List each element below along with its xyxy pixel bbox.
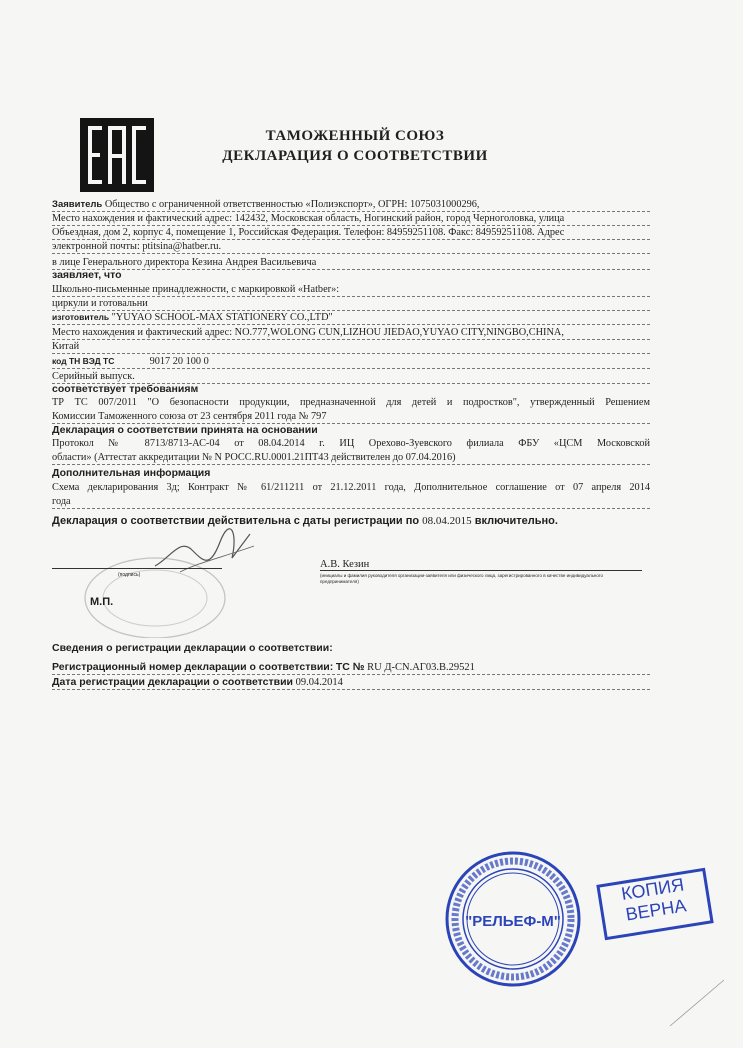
header-union: ТАМОЖЕННЫЙ СОЮЗ bbox=[265, 128, 445, 144]
copy-certified-stamp bbox=[590, 870, 722, 936]
manufacturer-address-2: Китай bbox=[52, 340, 650, 354]
applicant-line bbox=[52, 198, 650, 212]
copy-stamp-line-2: ВЕРНА bbox=[624, 895, 688, 925]
signature-line-left bbox=[52, 568, 222, 569]
hs-code-value: 9017 20 100 0 bbox=[149, 356, 209, 367]
applicant-representative: в лице Генерального директора Кезина Андрея Васильевича bbox=[52, 256, 650, 270]
additional-label: Дополнительная информация bbox=[52, 467, 211, 479]
signature-line-right bbox=[320, 570, 642, 571]
validity-statement bbox=[52, 515, 672, 527]
scan-mark bbox=[668, 978, 728, 1028]
basis-line-1: Протокол № 8713/8713-АС-04 от 08.04.2014 г. ИЦ Орехово-Зуевского филиала ФБУ «ЦСМ Московской bbox=[52, 438, 650, 449]
manufacturer-label: изготовитель bbox=[52, 312, 110, 322]
signature-caption-right: (инициалы и фамилия руководителя организации-заявителя или физического лица, зарегистрированного в качестве индивидуального предпринимателя) bbox=[320, 573, 603, 584]
registration-date-line bbox=[52, 676, 650, 690]
manufacturer-address-1: Место нахождения и фактический адрес: NO.777,WOLONG CUN,LIZHOU JIEDAO,YUYAO CITY,NINGBO,CHINA, bbox=[52, 326, 650, 340]
registration-number-value: RU Д-CN.АГ03.В.29521 bbox=[367, 662, 475, 673]
applicant-address-1: Место нахождения и фактический адрес: 142432, Московская область, Ногинский район, город Черноголовка, улица bbox=[52, 212, 650, 226]
product-line-1: Школьно-письменные принадлежности, с маркировкой «Hatber»: bbox=[52, 283, 650, 297]
signer-name: А.В. Кезин bbox=[320, 559, 370, 570]
declares-label: заявляет, что bbox=[52, 269, 122, 281]
registration-number-label: Регистрационный номер декларации о соответствии: bbox=[52, 661, 334, 673]
basis-line-2: области» (Аттестат аккредитации № N РОСС.RU.0001.21ПТ43 действителен до 07.04.2016) bbox=[52, 451, 650, 465]
applicant-address-3: электронной почты: ptitsina@hatber.ru. bbox=[52, 240, 650, 254]
requirements-line-1: ТР ТС 007/2011 "О безопасности продукции, предназначенной для детей и подростков", утвержденный Решением bbox=[52, 397, 650, 408]
requirements-line-2: Комиссии Таможенного союза от 23 сентября 2011 года № 797 bbox=[52, 410, 650, 424]
round-seal-name: "РЕЛЬЕФ-М" bbox=[465, 913, 561, 930]
manufacturer-value: "YUYAO SCHOOL-MAX STATIONERY CO.,LTD" bbox=[111, 312, 333, 323]
additional-line-1: Схема декларирования 3д; Контракт № 61/211211 от 21.12.2011 года, Дополнительное соглашение от 07 апреля 2014 bbox=[52, 482, 650, 493]
product-line-2: циркули и готовальни bbox=[52, 297, 650, 311]
validity-suffix: включительно. bbox=[474, 515, 558, 527]
signature-caption-left: (подпись) bbox=[118, 572, 141, 578]
registration-date-label: Дата регистрации декларации о соответствии bbox=[52, 676, 293, 688]
eac-logo bbox=[80, 118, 154, 192]
registration-number-line bbox=[52, 661, 650, 675]
registration-heading: Сведения о регистрации декларации о соответствии: bbox=[52, 642, 333, 654]
validity-text: Декларация о соответствии действительна с даты регистрации по bbox=[52, 515, 420, 527]
applicant-label: Заявитель bbox=[52, 199, 103, 210]
applicant-value: Общество с ограниченной ответственностью «Полиэкспорт», ОГРН: 1075031000296, bbox=[104, 199, 480, 210]
header-declaration: ДЕКЛАРАЦИЯ О СООТВЕТСТВИИ bbox=[222, 148, 488, 164]
hs-code-line bbox=[52, 355, 650, 369]
additional-line-2: года bbox=[52, 495, 650, 509]
seal-place-label: М.П. bbox=[90, 596, 114, 608]
copy-stamp-line-1: КОПИЯ bbox=[619, 874, 686, 905]
registration-date-value: 09.04.2014 bbox=[295, 677, 343, 688]
serial-line: Серийный выпуск. bbox=[52, 370, 650, 384]
applicant-address-2: Объездная, дом 2, корпус 4, помещение 1, Российская Федерация. Телефон: 84959251108. Факс: 84959251108. Адрес bbox=[52, 226, 650, 240]
basis-label: Декларация о соответствии принята на основании bbox=[52, 424, 318, 436]
handwritten-signature bbox=[150, 528, 260, 578]
validity-date: 08.04.2015 bbox=[422, 515, 472, 527]
manufacturer-line bbox=[52, 311, 650, 325]
registration-number-prefix: ТС № bbox=[335, 661, 365, 673]
round-seal-stamp bbox=[444, 850, 582, 988]
requirements-label: соответствует требованиям bbox=[52, 383, 199, 395]
hs-code-label: код ТН ВЭД ТС bbox=[52, 356, 115, 366]
